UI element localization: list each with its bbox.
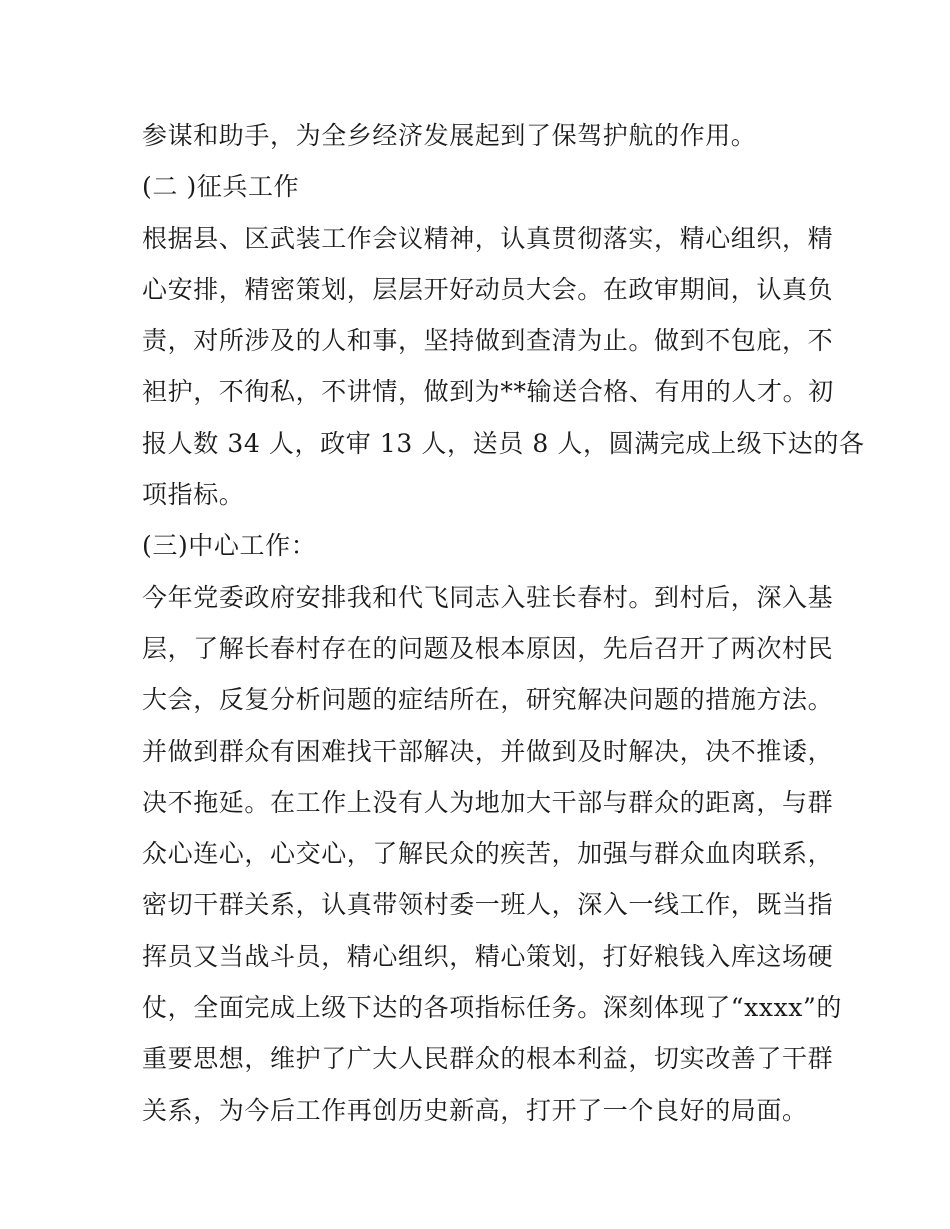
section-heading: (二 )征兵工作 — [142, 172, 300, 202]
document-body — [142, 110, 865, 1136]
text-line: 决不拖延。在工作上没有人为地加大干部与群众的距离，与群 — [142, 787, 834, 817]
section-heading: (三)中心工作： — [142, 531, 317, 561]
text-line: 众心连心，心交心，了解民众的疾苦，加强与群众血肉联系， — [142, 839, 834, 869]
text-line: 重要思想，维护了广大人民群众的根本利益，切实改善了干群 — [142, 1044, 834, 1074]
text-line: 并做到群众有困难找干部解决，并做到及时解决，决不推诿， — [142, 736, 834, 766]
text-line: 袒护，不徇私，不讲情，做到为**输送合格、有用的人才。初 — [142, 377, 834, 407]
text-line: 参谋和助手，为全乡经济发展起到了保驾护航的作用。 — [142, 121, 757, 150]
text-line: 仗，全面完成上级下达的各项指标任务。深刻体现了“xxxx”的 — [142, 993, 842, 1023]
text-line: 密切干群关系，认真带领村委一班人，深入一线工作，既当指 — [142, 890, 834, 920]
text-line: 大会，反复分析问题的症结所在，研究解决问题的措施方法。 — [142, 685, 834, 715]
text-line: 层，了解长春村存在的问题及根本原因，先后召开了两次村民 — [142, 633, 834, 663]
text-line: 心安排，精密策划，层层开好动员大会。在政审期间，认真负 — [142, 274, 834, 304]
text-line: 报人数 34 人，政审 13 人，送员 8 人，圆满完成上级下达的各 — [142, 428, 865, 458]
text-line: 项指标。 — [142, 480, 245, 510]
text-line: 根据县、区武装工作会议精神，认真贯彻落实，精心组织，精 — [142, 223, 834, 253]
text-line: 关系，为今后工作再创历史新高，打开了一个良好的局面。 — [142, 1095, 808, 1125]
text-line: 责，对所涉及的人和事，坚持做到查清为止。做到不包庇，不 — [142, 326, 834, 356]
text-line: 今年党委政府安排我和代飞同志入驻长春村。到村后，深入基 — [142, 582, 834, 612]
text-line: 挥员又当战斗员，精心组织，精心策划，打好粮钱入库这场硬 — [142, 941, 834, 971]
